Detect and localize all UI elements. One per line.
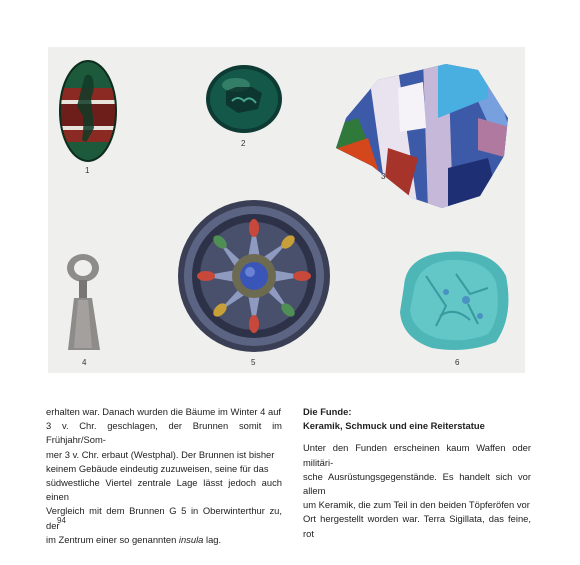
figure-label-3: 3 [381, 172, 386, 181]
text-line: Unter den Funden erscheinen kaum Waffen oder militäri- [303, 442, 531, 468]
text-line: 3 v. Chr. geschlagen, der Brunnen somit im Frühjahr/Som- [46, 420, 282, 446]
text-line: sche Ausrüstungsgegenstände. Es handelt sich vor allem [303, 470, 531, 497]
enamel-disc-brooch [176, 198, 332, 354]
section-subheading: Keramik, Schmuck und eine Reiterstatue [303, 420, 485, 432]
text-line: südwestliche Viertel zentrale Lage lässt jedoch auch einen [46, 477, 282, 503]
figure-label-1: 1 [85, 166, 90, 175]
text-line: Ort hergestellt worden war. Terra Sigillata, das feine, rot [303, 513, 531, 539]
text-fragment: im Zentrum einer so genannten [46, 533, 179, 545]
metal-key-pendant [60, 252, 108, 354]
left-text-column [46, 405, 282, 547]
page-number: 94 [57, 516, 66, 525]
text-line: um Keramik, die zum Teil in den beiden Töpferöfen vor [303, 499, 530, 511]
section-heading: Die Funde: [303, 406, 352, 417]
text-line: keinem Gebäude eindeutig zuzuweisen, seine für das [46, 462, 269, 474]
text-line [46, 533, 282, 547]
text-line: Vergleich mit dem Brunnen G 5 in Oberwinterthur zu, der [46, 505, 282, 531]
glass-gem-dark-green [204, 63, 284, 135]
text-line: erhalten war. Danach wurden die Bäume im Winter 4 auf [46, 406, 282, 417]
italic-term: insula [178, 533, 204, 545]
text-line: mer 3 v. Chr. erbaut (Westphal). Der Brunnen ist bisher [46, 448, 275, 460]
engraved-gem-green-red [58, 58, 118, 164]
figure-label-6: 6 [455, 358, 460, 367]
turquoise-glass-stamp [396, 246, 514, 354]
right-text-column [303, 405, 531, 541]
figure-label-4: 4 [82, 358, 87, 367]
figure-label-2: 2 [241, 139, 246, 148]
figure-label-5: 5 [251, 358, 256, 367]
text-fragment: lag. [203, 533, 222, 545]
millefiori-glass-fragment [328, 58, 518, 210]
